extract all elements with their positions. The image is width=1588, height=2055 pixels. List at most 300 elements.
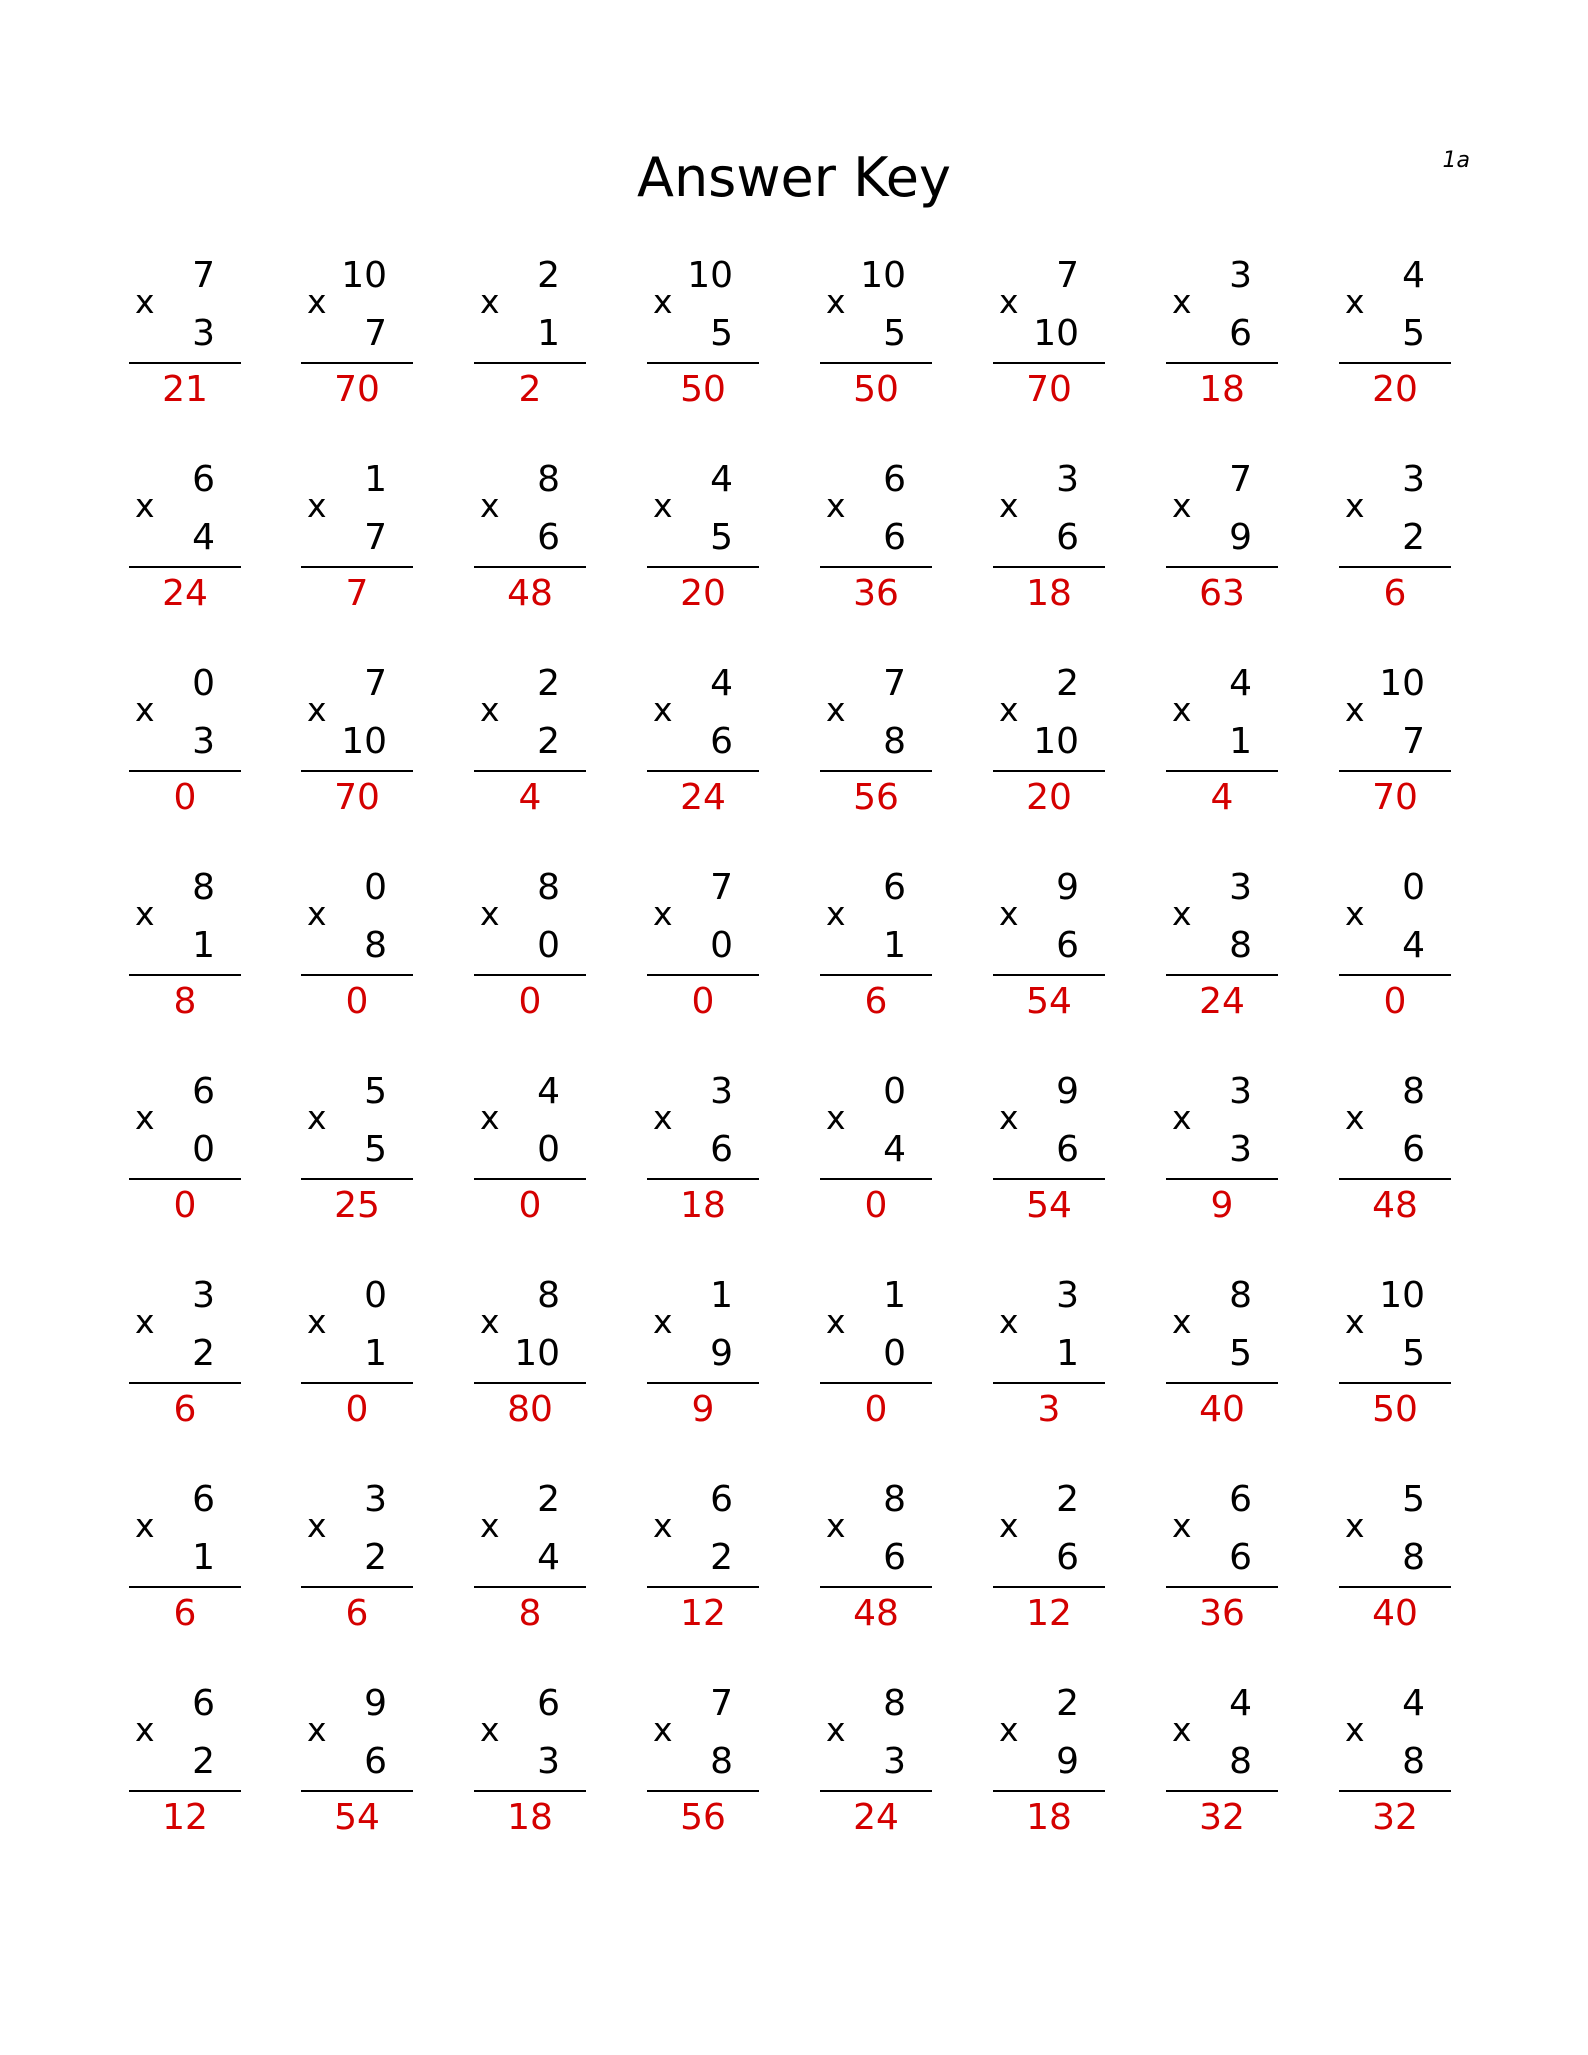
- multiply-sign: x: [135, 1506, 155, 1545]
- answer: 63: [1199, 573, 1245, 614]
- problem-r2-c7: [1166, 456, 1278, 616]
- multiply-sign: x: [826, 894, 846, 933]
- problem-r2-c4: [647, 456, 759, 616]
- multiplicand: 8: [537, 459, 560, 500]
- problem-r3-c7: [1166, 660, 1278, 820]
- multiplicand: 6: [710, 1479, 733, 1520]
- answer: 0: [173, 1185, 197, 1226]
- multiply-sign: x: [1172, 690, 1192, 729]
- answer: 6: [345, 1593, 369, 1634]
- multiply-sign: x: [999, 486, 1019, 525]
- answer: 0: [173, 777, 197, 818]
- answer: 4: [518, 777, 542, 818]
- multiplier: 3: [192, 721, 215, 762]
- multiplier: 2: [192, 1741, 215, 1782]
- problem-r7-c2: [301, 1476, 413, 1636]
- multiplier: 5: [883, 313, 906, 354]
- answer-line: [301, 770, 413, 772]
- multiplicand: 0: [364, 1275, 387, 1316]
- multiplicand: 3: [1056, 1275, 1079, 1316]
- answer-line: [474, 1586, 586, 1588]
- problem-r8-c8: [1339, 1680, 1451, 1840]
- answer-line: [474, 770, 586, 772]
- multiplicand: 8: [537, 867, 560, 908]
- answer-line: [647, 1586, 759, 1588]
- answer: 48: [507, 573, 553, 614]
- problem-r5-c1: [129, 1068, 241, 1228]
- multiply-sign: x: [826, 1506, 846, 1545]
- multiply-sign: x: [826, 1098, 846, 1137]
- multiplicand: 5: [364, 1071, 387, 1112]
- multiplier: 2: [1402, 517, 1425, 558]
- problem-r3-c4: [647, 660, 759, 820]
- multiply-sign: x: [999, 1506, 1019, 1545]
- answer-line: [1339, 362, 1451, 364]
- multiplier: 6: [1056, 925, 1079, 966]
- multiplier: 6: [1402, 1129, 1425, 1170]
- answer: 24: [680, 777, 726, 818]
- answer-line: [1339, 1790, 1451, 1792]
- problem-r1-c5: [820, 252, 932, 412]
- multiplier: 1: [1229, 721, 1252, 762]
- answer: 0: [691, 981, 715, 1022]
- multiplicand: 1: [710, 1275, 733, 1316]
- problem-r5-c7: [1166, 1068, 1278, 1228]
- multiply-sign: x: [826, 690, 846, 729]
- problem-r6-c5: [820, 1272, 932, 1432]
- multiplicand: 3: [1229, 867, 1252, 908]
- answer: 36: [1199, 1593, 1245, 1634]
- answer-line: [129, 974, 241, 976]
- multiply-sign: x: [999, 1302, 1019, 1341]
- multiply-sign: x: [999, 1710, 1019, 1749]
- multiplier: 7: [1402, 721, 1425, 762]
- answer: 4: [1210, 777, 1234, 818]
- answer: 0: [518, 981, 542, 1022]
- answer: 32: [1199, 1797, 1245, 1838]
- answer-line: [1166, 1790, 1278, 1792]
- problem-r8-c3: [474, 1680, 586, 1840]
- multiplier: 6: [1229, 313, 1252, 354]
- answer: 25: [334, 1185, 380, 1226]
- answer-line: [129, 362, 241, 364]
- answer-line: [1166, 566, 1278, 568]
- multiplier: 8: [1229, 1741, 1252, 1782]
- multiplicand: 2: [1056, 1479, 1079, 1520]
- answer: 6: [173, 1389, 197, 1430]
- multiplicand: 3: [1056, 459, 1079, 500]
- multiply-sign: x: [999, 690, 1019, 729]
- answer-line: [993, 362, 1105, 364]
- multiplicand: 2: [537, 255, 560, 296]
- problem-r3-c8: [1339, 660, 1451, 820]
- multiplier: 4: [537, 1537, 560, 1578]
- multiplicand: 4: [1402, 1683, 1425, 1724]
- multiplier: 3: [883, 1741, 906, 1782]
- multiply-sign: x: [480, 1710, 500, 1749]
- multiplicand: 8: [1402, 1071, 1425, 1112]
- multiplier: 1: [883, 925, 906, 966]
- multiply-sign: x: [653, 1506, 673, 1545]
- multiplicand: 6: [883, 867, 906, 908]
- multiply-sign: x: [1345, 1098, 1365, 1137]
- answer: 56: [853, 777, 899, 818]
- multiplier: 5: [1402, 313, 1425, 354]
- multiplicand: 6: [192, 1683, 215, 1724]
- answer: 48: [853, 1593, 899, 1634]
- multiplier: 0: [710, 925, 733, 966]
- multiply-sign: x: [1345, 894, 1365, 933]
- answer-line: [820, 1790, 932, 1792]
- answer-line: [647, 1382, 759, 1384]
- problem-r1-c3: [474, 252, 586, 412]
- problem-r4-c2: [301, 864, 413, 1024]
- answer-line: [301, 1790, 413, 1792]
- multiplier: 9: [1056, 1741, 1079, 1782]
- multiply-sign: x: [1172, 282, 1192, 321]
- multiplicand: 6: [192, 459, 215, 500]
- multiplicand: 7: [192, 255, 215, 296]
- problem-r2-c2: [301, 456, 413, 616]
- multiplicand: 8: [883, 1479, 906, 1520]
- multiply-sign: x: [653, 1098, 673, 1137]
- multiplier: 6: [1056, 1129, 1079, 1170]
- problem-r3-c2: [301, 660, 413, 820]
- multiplier: 4: [883, 1129, 906, 1170]
- answer: 56: [680, 1797, 726, 1838]
- multiply-sign: x: [135, 1710, 155, 1749]
- multiply-sign: x: [1345, 1302, 1365, 1341]
- problem-r2-c1: [129, 456, 241, 616]
- answer: 20: [1026, 777, 1072, 818]
- problem-r4-c5: [820, 864, 932, 1024]
- multiplicand: 8: [883, 1683, 906, 1724]
- answer-line: [820, 362, 932, 364]
- answer: 20: [1372, 369, 1418, 410]
- problem-r4-c8: [1339, 864, 1451, 1024]
- multiply-sign: x: [135, 1098, 155, 1137]
- answer-line: [474, 974, 586, 976]
- multiplier: 6: [710, 1129, 733, 1170]
- multiplicand: 5: [1402, 1479, 1425, 1520]
- multiply-sign: x: [307, 1302, 327, 1341]
- answer-line: [993, 1586, 1105, 1588]
- multiplicand: 7: [710, 1683, 733, 1724]
- problem-r6-c2: [301, 1272, 413, 1432]
- problem-r4-c1: [129, 864, 241, 1024]
- answer-line: [301, 1382, 413, 1384]
- problem-r8-c1: [129, 1680, 241, 1840]
- answer: 2: [518, 369, 542, 410]
- answer: 50: [680, 369, 726, 410]
- multiplicand: 0: [364, 867, 387, 908]
- multiplier: 2: [192, 1333, 215, 1374]
- answer: 12: [1026, 1593, 1072, 1634]
- answer: 70: [1026, 369, 1072, 410]
- answer-line: [647, 566, 759, 568]
- problem-r5-c6: [993, 1068, 1105, 1228]
- problem-r8-c6: [993, 1680, 1105, 1840]
- problem-r3-c3: [474, 660, 586, 820]
- multiply-sign: x: [307, 1506, 327, 1545]
- answer: 12: [162, 1797, 208, 1838]
- answer: 20: [680, 573, 726, 614]
- answer: 12: [680, 1593, 726, 1634]
- answer-line: [1339, 974, 1451, 976]
- multiply-sign: x: [480, 1098, 500, 1137]
- answer: 70: [1372, 777, 1418, 818]
- multiplier: 0: [192, 1129, 215, 1170]
- answer-line: [129, 1382, 241, 1384]
- multiply-sign: x: [999, 1098, 1019, 1137]
- answer-line: [474, 566, 586, 568]
- multiplicand: 4: [710, 663, 733, 704]
- problem-r5-c4: [647, 1068, 759, 1228]
- problem-r6-c7: [1166, 1272, 1278, 1432]
- answer: 18: [1199, 369, 1245, 410]
- problem-r8-c2: [301, 1680, 413, 1840]
- multiplier: 10: [514, 1333, 560, 1374]
- answer-line: [820, 1382, 932, 1384]
- answer: 0: [864, 1185, 888, 1226]
- multiply-sign: x: [1172, 1098, 1192, 1137]
- answer: 70: [334, 777, 380, 818]
- answer-line: [1339, 1382, 1451, 1384]
- answer: 54: [1026, 1185, 1072, 1226]
- multiplicand: 2: [1056, 663, 1079, 704]
- problem-r2-c6: [993, 456, 1105, 616]
- multiplicand: 9: [364, 1683, 387, 1724]
- problem-r1-c8: [1339, 252, 1451, 412]
- answer-line: [820, 770, 932, 772]
- multiplier: 5: [364, 1129, 387, 1170]
- answer-line: [993, 1790, 1105, 1792]
- multiplicand: 0: [192, 663, 215, 704]
- multiplier: 1: [192, 1537, 215, 1578]
- answer-line: [1339, 1178, 1451, 1180]
- problem-r7-c7: [1166, 1476, 1278, 1636]
- problem-r6-c8: [1339, 1272, 1451, 1432]
- multiply-sign: x: [826, 282, 846, 321]
- answer-line: [1339, 1586, 1451, 1588]
- answer-line: [647, 362, 759, 364]
- multiplier: 5: [710, 313, 733, 354]
- multiplicand: 4: [1229, 1683, 1252, 1724]
- multiplier: 6: [710, 721, 733, 762]
- multiplicand: 10: [1379, 663, 1425, 704]
- answer-line: [1339, 770, 1451, 772]
- problem-r6-c3: [474, 1272, 586, 1432]
- problem-r7-c4: [647, 1476, 759, 1636]
- multiplicand: 4: [1402, 255, 1425, 296]
- answer-line: [1166, 1586, 1278, 1588]
- multiplier: 10: [341, 721, 387, 762]
- multiplicand: 10: [687, 255, 733, 296]
- multiply-sign: x: [135, 894, 155, 933]
- answer-line: [820, 566, 932, 568]
- multiply-sign: x: [826, 486, 846, 525]
- multiplier: 3: [1229, 1129, 1252, 1170]
- multiplicand: 6: [537, 1683, 560, 1724]
- problem-r7-c6: [993, 1476, 1105, 1636]
- answer: 8: [518, 1593, 542, 1634]
- problem-r7-c8: [1339, 1476, 1451, 1636]
- answer-line: [993, 770, 1105, 772]
- multiplicand: 8: [192, 867, 215, 908]
- multiply-sign: x: [1345, 486, 1365, 525]
- answer: 9: [1210, 1185, 1234, 1226]
- problem-r4-c6: [993, 864, 1105, 1024]
- multiply-sign: x: [480, 1302, 500, 1341]
- answer-line: [1166, 770, 1278, 772]
- multiplier: 5: [1402, 1333, 1425, 1374]
- answer-line: [129, 1790, 241, 1792]
- problem-r1-c4: [647, 252, 759, 412]
- multiplicand: 4: [537, 1071, 560, 1112]
- multiplicand: 6: [883, 459, 906, 500]
- multiplier: 2: [710, 1537, 733, 1578]
- multiplier: 0: [537, 1129, 560, 1170]
- answer-line: [301, 974, 413, 976]
- multiplier: 3: [192, 313, 215, 354]
- multiplier: 6: [364, 1741, 387, 1782]
- answer-line: [301, 1586, 413, 1588]
- multiplier: 7: [364, 313, 387, 354]
- multiplier: 1: [537, 313, 560, 354]
- answer-line: [1166, 1382, 1278, 1384]
- multiplicand: 3: [192, 1275, 215, 1316]
- multiplicand: 7: [710, 867, 733, 908]
- answer-line: [301, 1178, 413, 1180]
- multiplier: 8: [710, 1741, 733, 1782]
- answer: 21: [162, 369, 208, 410]
- multiplier: 1: [364, 1333, 387, 1374]
- multiply-sign: x: [653, 894, 673, 933]
- sheet-id: 1a: [1442, 148, 1470, 173]
- answer: 18: [680, 1185, 726, 1226]
- answer: 6: [173, 1593, 197, 1634]
- multiply-sign: x: [1172, 1710, 1192, 1749]
- multiplier: 3: [537, 1741, 560, 1782]
- multiplicand: 1: [364, 459, 387, 500]
- multiply-sign: x: [653, 282, 673, 321]
- answer: 40: [1199, 1389, 1245, 1430]
- page-title: Answer Key: [637, 146, 951, 209]
- multiplier: 8: [1402, 1537, 1425, 1578]
- answer: 0: [518, 1185, 542, 1226]
- multiplicand: 6: [1229, 1479, 1252, 1520]
- multiplier: 9: [1229, 517, 1252, 558]
- multiplicand: 6: [192, 1071, 215, 1112]
- multiplicand: 6: [192, 1479, 215, 1520]
- multiply-sign: x: [999, 282, 1019, 321]
- multiply-sign: x: [653, 690, 673, 729]
- multiply-sign: x: [135, 282, 155, 321]
- problem-r5-c3: [474, 1068, 586, 1228]
- answer-line: [129, 566, 241, 568]
- answer-line: [820, 1586, 932, 1588]
- multiplier: 6: [1056, 517, 1079, 558]
- multiply-sign: x: [999, 894, 1019, 933]
- multiplicand: 0: [883, 1071, 906, 1112]
- multiplicand: 8: [537, 1275, 560, 1316]
- multiply-sign: x: [653, 1710, 673, 1749]
- answer: 80: [507, 1389, 553, 1430]
- multiply-sign: x: [307, 1098, 327, 1137]
- answer: 18: [1026, 1797, 1072, 1838]
- multiply-sign: x: [1345, 1506, 1365, 1545]
- answer-line: [993, 566, 1105, 568]
- multiply-sign: x: [307, 1710, 327, 1749]
- answer-line: [474, 1178, 586, 1180]
- problem-r3-c5: [820, 660, 932, 820]
- answer-line: [647, 770, 759, 772]
- answer: 6: [1383, 573, 1407, 614]
- problem-r3-c6: [993, 660, 1105, 820]
- answer-line: [1339, 566, 1451, 568]
- multiplicand: 4: [1229, 663, 1252, 704]
- answer-line: [1166, 362, 1278, 364]
- answer: 40: [1372, 1593, 1418, 1634]
- multiplier: 5: [710, 517, 733, 558]
- answer: 54: [334, 1797, 380, 1838]
- multiplier: 10: [1033, 313, 1079, 354]
- answer-line: [820, 1178, 932, 1180]
- answer: 50: [1372, 1389, 1418, 1430]
- multiplier: 8: [1229, 925, 1252, 966]
- answer: 0: [345, 981, 369, 1022]
- multiplier: 8: [883, 721, 906, 762]
- problem-r1-c6: [993, 252, 1105, 412]
- multiplier: 4: [1402, 925, 1425, 966]
- multiplier: 6: [883, 1537, 906, 1578]
- multiplier: 8: [1402, 1741, 1425, 1782]
- answer: 70: [334, 369, 380, 410]
- multiplicand: 7: [883, 663, 906, 704]
- problem-r2-c3: [474, 456, 586, 616]
- multiplier: 1: [1056, 1333, 1079, 1374]
- problem-r1-c7: [1166, 252, 1278, 412]
- answer: 24: [162, 573, 208, 614]
- multiplicand: 3: [1402, 459, 1425, 500]
- problem-r7-c5: [820, 1476, 932, 1636]
- answer: 6: [864, 981, 888, 1022]
- multiplicand: 2: [1056, 1683, 1079, 1724]
- answer-line: [129, 1586, 241, 1588]
- answer: 48: [1372, 1185, 1418, 1226]
- answer: 24: [1199, 981, 1245, 1022]
- multiplicand: 7: [1056, 255, 1079, 296]
- multiplier: 6: [537, 517, 560, 558]
- multiply-sign: x: [826, 1302, 846, 1341]
- answer-line: [993, 974, 1105, 976]
- multiplier: 0: [537, 925, 560, 966]
- multiply-sign: x: [307, 282, 327, 321]
- problem-r2-c8: [1339, 456, 1451, 616]
- multiply-sign: x: [480, 690, 500, 729]
- answer-line: [301, 362, 413, 364]
- multiply-sign: x: [135, 486, 155, 525]
- multiplicand: 7: [1229, 459, 1252, 500]
- answer-line: [474, 1382, 586, 1384]
- answer-line: [474, 362, 586, 364]
- answer: 3: [1037, 1389, 1061, 1430]
- answer-line: [993, 1382, 1105, 1384]
- multiplier: 2: [364, 1537, 387, 1578]
- problem-r7-c1: [129, 1476, 241, 1636]
- answer: 18: [1026, 573, 1072, 614]
- answer-line: [1166, 974, 1278, 976]
